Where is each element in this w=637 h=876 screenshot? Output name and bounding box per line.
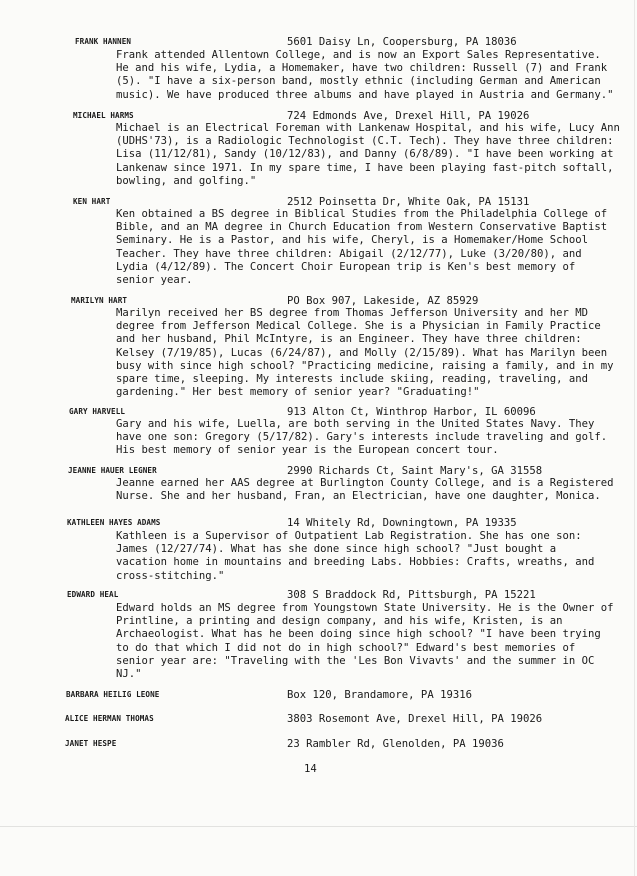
- bio-line: spare time, sleeping. My interests include skiing, reading, traveling, and: [116, 373, 588, 386]
- entry-bio: [116, 530, 606, 583]
- entry-bio: [116, 418, 606, 458]
- bio-line: Ken obtained a BS degree in Biblical Studies from the Philadelphia College of: [116, 208, 608, 220]
- entry-name: BARBARA HEILIG LEONE: [66, 690, 160, 699]
- bio-line: Nurse. She and her husband, Fran, an Electrician, have one daughter, Monica.: [116, 490, 601, 503]
- bio-line: degree from Jefferson Medical College. She is a Physician in Family Practice: [116, 320, 601, 333]
- bio-line: music). We have produced three albums and have played in Austria and Germany.": [116, 88, 614, 101]
- bio-line: His best memory of senior year is the European concert tour.: [116, 444, 499, 457]
- entry-name: EDWARD HEAL: [67, 590, 119, 599]
- bio-line: Bible, and an MA degree in Church Education from Western Conservative Baptist: [116, 221, 608, 234]
- entry-name: MICHAEL HARMS: [73, 111, 134, 120]
- entry-name: MARILYN HART: [71, 296, 128, 305]
- entry-address: PO Box 907, Lakeside, AZ 85929: [287, 295, 479, 307]
- entry-address: 23 Rambler Rd, Glenolden, PA 19036: [287, 738, 504, 750]
- bio-line: NJ.": [116, 668, 142, 681]
- bio-line: to do that which I did not do in high school?" Edward's best memories of: [116, 641, 576, 654]
- entry-name: KEN HART: [73, 197, 111, 206]
- bio-line: Gary and his wife, Luella, are both serving in the United States Navy. They: [116, 418, 595, 430]
- entry-name: JEANNE HAUER LEGNER: [68, 466, 157, 475]
- entry-bio: [116, 477, 614, 503]
- entry-name: FRANK HANNEN: [75, 37, 132, 46]
- bio-line: Michael is an Electrical Foreman with Lankenaw Hospital, and his wife, Lucy Ann: [116, 122, 620, 134]
- bio-line: gardening." Her best memory of senior year? "Graduating!": [116, 386, 480, 399]
- bio-line: vacation home in mountains and breeding Labs. Hobbies: Crafts, wreaths, and: [116, 556, 595, 569]
- entry-bio: [116, 208, 606, 287]
- entry-address: 3803 Rosemont Ave, Drexel Hill, PA 19026: [287, 713, 543, 725]
- entry-address: 2512 Poinsetta Dr, White Oak, PA 15131: [287, 196, 530, 208]
- page-number: 14: [304, 763, 317, 775]
- entry-name: GARY HARVELL: [69, 407, 126, 416]
- bio-line: Teacher. They have three children: Abigail (2/12/77), Luke (3/20/80), and: [116, 247, 582, 260]
- bio-line: Printline, a printing and design company, and his wife, Kristen, is an: [116, 615, 563, 628]
- bio-line: Kathleen is a Supervisor of Outpatient Lab Registration. She has one son:: [116, 530, 582, 542]
- bio-line: He and his wife, Lydia, a Homemaker, have two children: Russell (7) and Frank: [116, 62, 608, 75]
- bio-line: cross-stitching.": [116, 569, 225, 582]
- bio-line: and her husband, Phil McIntyre, is an Engineer. They have three children:: [116, 333, 582, 346]
- bio-line: (UDHS'73), is a Radiologic Technologist (C.T. Tech). They have three children:: [116, 135, 614, 148]
- entry-bio: [116, 602, 614, 681]
- entry-name: KATHLEEN HAYES ADAMS: [67, 518, 161, 527]
- scan-edge-line: [634, 0, 635, 876]
- bio-line: senior year are: "Traveling with the 'Les Bon Vivavts' and the summer in OC: [116, 654, 595, 667]
- bio-line: Lankenaw since 1971. In my spare time, I have been playing fast-pitch softall,: [116, 161, 614, 174]
- entry-address: Box 120, Brandamore, PA 19316: [287, 689, 472, 701]
- entry-address: 724 Edmonds Ave, Drexel Hill, PA 19026: [287, 110, 530, 122]
- bio-line: (5). "I have a six-person band, mostly ethnic (including German and American: [116, 75, 601, 88]
- entry-address: 2990 Richards Ct, Saint Mary's, GA 31558: [287, 465, 543, 477]
- bio-line: senior year.: [116, 274, 193, 287]
- entry-bio: [116, 49, 614, 102]
- bio-line: Frank attended Allentown College, and is now an Export Sales Representative.: [116, 49, 601, 61]
- scan-edge-line: [0, 826, 637, 827]
- bio-line: Marilyn received her BS degree from Thomas Jefferson University and her MD: [116, 307, 588, 319]
- bio-line: Lydia (4/12/89). The Concert Choir European trip is Ken's best memory of: [116, 260, 576, 273]
- bio-line: Kelsey (7/19/85), Lucas (6/24/87), and Molly (2/15/89). What has Marilyn been: [116, 346, 608, 359]
- bio-line: James (12/27/74). What has she done since high school? "Just bought a: [116, 543, 557, 556]
- entry-address: 308 S Braddock Rd, Pittsburgh, PA 15221: [287, 589, 536, 601]
- bio-line: have one son: Gregory (5/17/82). Gary's interests include traveling and golf.: [116, 431, 608, 444]
- bio-line: Archaeologist. What has he been doing since high school? "I have been trying: [116, 628, 601, 641]
- bio-line: Jeanne earned her AAS degree at Burlington County College, and is a Registered: [116, 477, 614, 489]
- entry-name: ALICE HERMAN THOMAS: [65, 714, 154, 723]
- bio-line: busy with since high school? "Practicing medicine, raising a family, and in my: [116, 359, 614, 372]
- bio-line: bowling, and golfing.": [116, 174, 257, 187]
- bio-line: Seminary. He is a Pastor, and his wife, Cheryl, is a Homemaker/Home School: [116, 234, 588, 247]
- entry-bio: [116, 122, 620, 188]
- entry-address: 5601 Daisy Ln, Coopersburg, PA 18036: [287, 36, 517, 48]
- entry-name: JANET HESPE: [65, 739, 117, 748]
- bio-line: Edward holds an MS degree from Youngstown State University. He is the Owner of: [116, 602, 614, 614]
- entry-bio: [116, 307, 614, 399]
- entry-address: 14 Whitely Rd, Downingtown, PA 19335: [287, 517, 517, 529]
- entry-address: 913 Alton Ct, Winthrop Harbor, IL 60096: [287, 406, 536, 418]
- bio-line: Lisa (11/12/81), Sandy (10/12/83), and Danny (6/8/89). "I have been working at: [116, 148, 614, 161]
